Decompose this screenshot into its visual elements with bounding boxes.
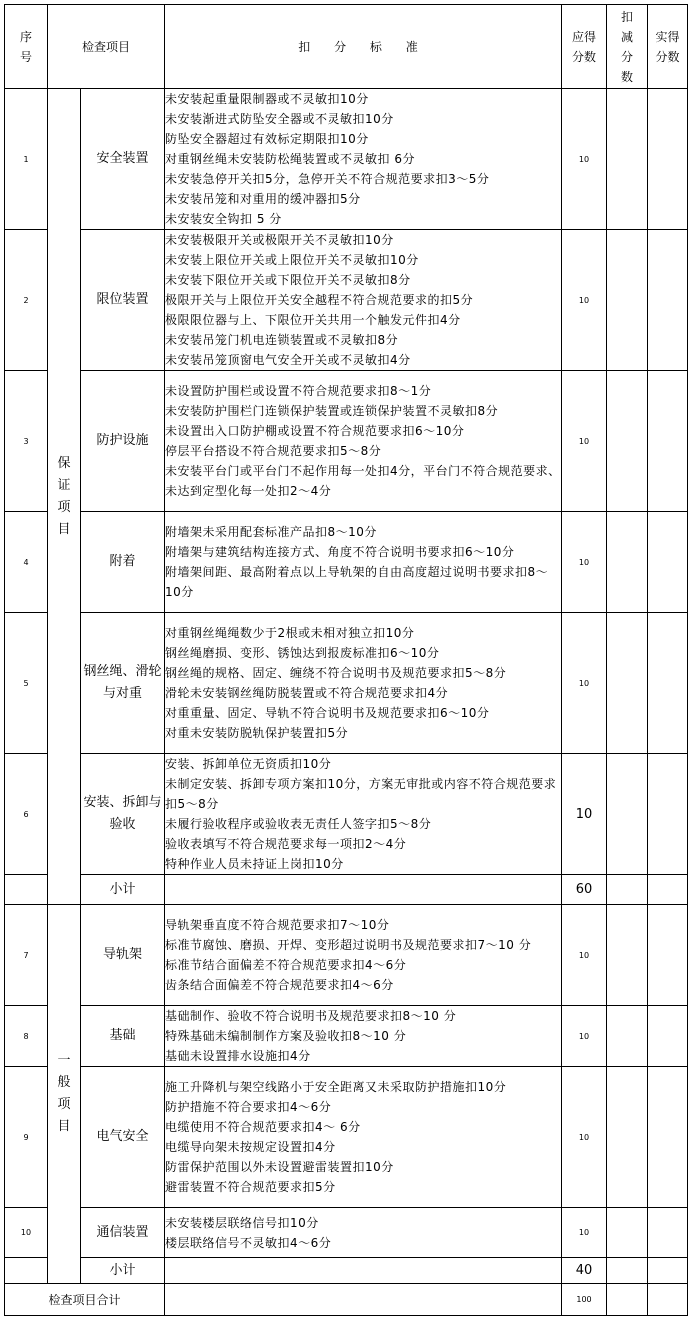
inspection-score-table xyxy=(4,4,688,1316)
row-actual-score xyxy=(648,875,688,905)
table-row xyxy=(5,512,688,613)
row-deduct-score xyxy=(607,1284,648,1316)
grand-total-row xyxy=(5,1284,688,1316)
header-criteria: 扣 分 标 准 xyxy=(165,5,562,89)
row-seq: 10 xyxy=(5,1208,48,1258)
row-seq xyxy=(5,875,48,905)
row-deduct-score xyxy=(607,754,648,875)
row-seq: 7 xyxy=(5,905,48,1006)
row-seq xyxy=(5,1258,48,1284)
row-rules: 对重钢丝绳绳数少于2根或未相对独立扣10分 钢丝绳磨损、变形、锈蚀达到报废标准扣6～10分 钢丝绳的规格、固定、缠绕不符合说明书及规范要求扣5～8分 滑轮未安装钢丝绳防脱装置或不符合规范要求扣4分 对重重量、固定、导轨不符合说明书及规范要求扣6～10分 对重未安装防脱轨保护装置扣5分 xyxy=(165,613,562,754)
row-seq: 6 xyxy=(5,754,48,875)
row-deduct-score xyxy=(607,875,648,905)
row-rules xyxy=(165,875,562,905)
row-deduct-score xyxy=(607,905,648,1006)
row-item: 基础 xyxy=(81,1006,165,1067)
row-deduct-score xyxy=(607,1067,648,1208)
row-seq: 1 xyxy=(5,89,48,230)
row-rules: 附墙架未采用配套标准产品扣8～10分 附墙架与建筑结构连接方式、角度不符合说明书要求扣6～10分 附墙架间距、最高附着点以上导轨架的自由高度超过说明书要求扣8～10分 xyxy=(165,512,562,613)
row-seq: 8 xyxy=(5,1006,48,1067)
row-item: 防护设施 xyxy=(81,371,165,512)
row-seq: 2 xyxy=(5,230,48,371)
header-deduct-score: 扣 减 分 数 xyxy=(607,5,648,89)
row-actual-score xyxy=(648,1284,688,1316)
row-due-score: 10 xyxy=(562,1006,607,1067)
row-deduct-score xyxy=(607,230,648,371)
row-due-score: 10 xyxy=(562,1208,607,1258)
row-rules: 施工升降机与架空线路小于安全距离又未采取防护措施扣10分 防护措施不符合要求扣4～6分 电缆使用不符合规范要求扣4～ 6分 电缆导向架未按规定设置扣4分 防雷保护范围以外未设置避雷装置扣10分 避雷装置不符合规范要求扣5分 xyxy=(165,1067,562,1208)
table-row xyxy=(5,1067,688,1208)
row-actual-score xyxy=(648,1006,688,1067)
row-rules xyxy=(165,1258,562,1284)
row-rules: 未设置防护围栏或设置不符合规范要求扣8～1分 未安装防护围栏门连锁保护装置或连锁保护装置不灵敏扣8分 未设置出入口防护棚或设置不符合规范要求扣6～10分 停层平台搭设不符合规范要求扣5～8分 未安装平台门或平台门不起作用每一处扣4分，平台门不符合规范要求、未达到定型化每一处扣2～4分 xyxy=(165,371,562,512)
subtotal-label: 小计 xyxy=(81,875,165,905)
header-item: 检查项目 xyxy=(48,5,165,89)
row-rules: 未安装极限开关或极限开关不灵敏扣10分 未安装上限位开关或上限位开关不灵敏扣10分 未安装下限位开关或下限位开关不灵敏扣8分 极限开关与上限位开关安全越程不符合规范要求的扣5分 极限限位器与上、下限位开关共用一个触发元件扣4分 未安装吊笼门机电连锁装置或不灵敏扣8分 未安装吊笼顶窗电气安全开关或不灵敏扣4分 xyxy=(165,230,562,371)
table-header-row xyxy=(5,5,688,89)
row-actual-score xyxy=(648,905,688,1006)
grand-total-score: 100 xyxy=(562,1284,607,1316)
row-actual-score xyxy=(648,1258,688,1284)
row-actual-score xyxy=(648,1067,688,1208)
row-actual-score xyxy=(648,512,688,613)
row-deduct-score xyxy=(607,371,648,512)
row-rules: 导轨架垂直度不符合规范要求扣7～10分 标准节腐蚀、磨损、开焊、变形超过说明书及规范要求扣7～10 分 标准节结合面偏差不符合规范要求扣4～6分 齿条结合面偏差不符合规范要求扣4～6分 xyxy=(165,905,562,1006)
row-due-score: 10 xyxy=(562,613,607,754)
row-item: 安全装置 xyxy=(81,89,165,230)
header-due-score: 应得 分数 xyxy=(562,5,607,89)
row-deduct-score xyxy=(607,89,648,230)
table-row xyxy=(5,230,688,371)
row-rules: 安装、拆卸单位无资质扣10分 未制定安装、拆卸专项方案扣10分，方案无审批或内容不符合规范要求扣5～8分 未履行验收程序或验收表无责任人签字扣5～8分 验收表填写不符合规范要求每一项扣2～4分 特种作业人员未持证上岗扣10分 xyxy=(165,754,562,875)
row-item: 附着 xyxy=(81,512,165,613)
row-actual-score xyxy=(648,1208,688,1258)
row-seq: 4 xyxy=(5,512,48,613)
table-row xyxy=(5,371,688,512)
row-actual-score xyxy=(648,613,688,754)
row-item: 电气安全 xyxy=(81,1067,165,1208)
row-item: 导轨架 xyxy=(81,905,165,1006)
table-row xyxy=(5,905,688,1006)
subtotal-score: 40 xyxy=(562,1258,607,1284)
table-row xyxy=(5,754,688,875)
row-item: 通信装置 xyxy=(81,1208,165,1258)
subtotal-guarantee-row xyxy=(5,875,688,905)
row-deduct-score xyxy=(607,512,648,613)
row-item: 安装、拆卸与验收 xyxy=(81,754,165,875)
row-actual-score xyxy=(648,754,688,875)
table-row xyxy=(5,1006,688,1067)
row-due-score: 10 xyxy=(562,371,607,512)
row-deduct-score xyxy=(607,1208,648,1258)
row-deduct-score xyxy=(607,613,648,754)
row-item: 限位装置 xyxy=(81,230,165,371)
row-rules xyxy=(165,1284,562,1316)
row-rules: 基础制作、验收不符合说明书及规范要求扣8～10 分 特殊基础未编制制作方案及验收扣8～10 分 基础未设置排水设施扣4分 xyxy=(165,1006,562,1067)
row-due-score: 10 xyxy=(562,230,607,371)
row-due-score: 10 xyxy=(562,1067,607,1208)
header-seq: 序 号 xyxy=(5,5,48,89)
row-due-score: 10 xyxy=(562,905,607,1006)
row-deduct-score xyxy=(607,1258,648,1284)
row-actual-score xyxy=(648,230,688,371)
subtotal-score: 60 xyxy=(562,875,607,905)
row-actual-score xyxy=(648,89,688,230)
row-rules: 未安装楼层联络信号扣10分 楼层联络信号不灵敏扣4～6分 xyxy=(165,1208,562,1258)
grand-total-label: 检查项目合计 xyxy=(5,1284,165,1316)
table-row xyxy=(5,613,688,754)
row-due-score: 10 xyxy=(562,754,607,875)
header-actual-score: 实得 分数 xyxy=(648,5,688,89)
row-deduct-score xyxy=(607,1006,648,1067)
row-seq: 9 xyxy=(5,1067,48,1208)
subtotal-label: 小计 xyxy=(81,1258,165,1284)
row-due-score: 10 xyxy=(562,89,607,230)
row-item: 钢丝绳、滑轮与对重 xyxy=(81,613,165,754)
row-rules: 未安装起重量限制器或不灵敏扣10分 未安装渐进式防坠安全器或不灵敏扣10分 防坠安全器超过有效标定期限扣10分 对重钢丝绳未安装防松绳装置或不灵敏扣 6分 未安装急停开关扣5分，急停开关不符合规范要求扣3～5分 未安装吊笼和对重用的缓冲器扣5分 未安装安全钩扣 5 分 xyxy=(165,89,562,230)
category-general: 一 般 项 目 xyxy=(48,905,81,1284)
row-due-score: 10 xyxy=(562,512,607,613)
row-seq: 5 xyxy=(5,613,48,754)
subtotal-general-row xyxy=(5,1258,688,1284)
row-seq: 3 xyxy=(5,371,48,512)
category-guarantee: 保 证 项 目 xyxy=(48,89,81,905)
table-row xyxy=(5,1208,688,1258)
table-row xyxy=(5,89,688,230)
row-actual-score xyxy=(648,371,688,512)
